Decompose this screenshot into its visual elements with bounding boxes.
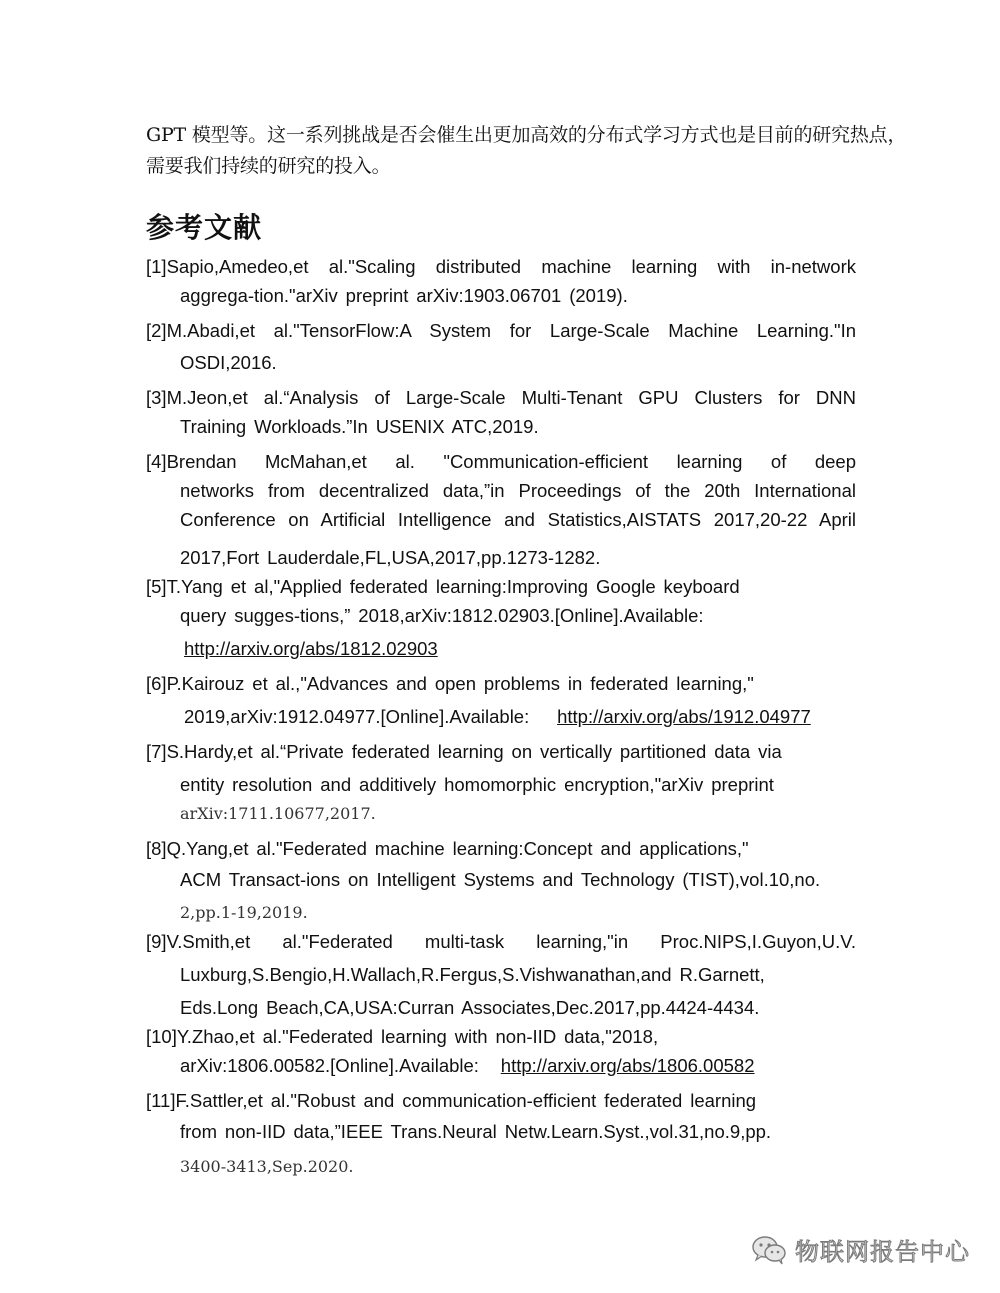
reference-list — [146, 252, 856, 1181]
reference-line: [5]T.Yang et al,"Applied federated learning:Improving Google keyboard — [146, 576, 740, 597]
reference-line: [10]Y.Zhao,et al."Federated learning with non-IID data,"2018, — [146, 1026, 659, 1047]
reference-line: [9]V.Smith,et al."Federated multi-task learning,"in Proc.NIPS,I.Guyon,U.V. — [146, 931, 856, 952]
reference-item-9 — [146, 927, 856, 1022]
reference-item-4 — [146, 447, 856, 572]
reference-link[interactable]: http://arxiv.org/abs/1806.00582 — [500, 1055, 755, 1076]
reference-item-1 — [146, 252, 856, 310]
reference-line: query sugges-tions,” 2018,arXiv:1812.02903.[Online].Available: — [180, 605, 704, 626]
reference-line: [8]Q.Yang,et al."Federated machine learning:Concept and applications," — [146, 838, 749, 859]
section-title: 参考文献 — [146, 211, 263, 244]
reference-item-2 — [146, 316, 856, 377]
reference-line: 2,pp.1-19,2019. — [180, 903, 308, 922]
intro-paragraph — [146, 120, 907, 182]
intro-line-2: 需要我们持续的研究的投入。 — [146, 155, 391, 177]
reference-text: 2019,arXiv:1912.04977.[Online].Available: — [184, 706, 530, 727]
reference-line: [3]M.Jeon,et al.“Analysis of Large-Scale Multi-Tenant GPU Clusters for DNN — [146, 387, 856, 408]
reference-line: [1]Sapio,Amedeo,et al."Scaling distributed machine learning with in-network — [146, 256, 856, 277]
reference-line: arXiv:1711.10677,2017. — [180, 804, 376, 823]
reference-line: [11]F.Sattler,et al."Robust and communication-efficient federated learning — [146, 1090, 757, 1111]
reference-line: ACM Transact-ions on Intelligent Systems and Technology (TIST),vol.10,no. — [180, 869, 821, 890]
reference-line: Training Workloads.”In USENIX ATC,2019. — [180, 416, 539, 437]
reference-link[interactable]: http://arxiv.org/abs/1912.04977 — [557, 706, 811, 727]
reference-item-11 — [146, 1086, 856, 1181]
reference-line: [2]M.Abadi,et al."TensorFlow:A System for Large-Scale Machine Learning."In — [146, 320, 856, 341]
intro-line-1: GPT 模型等。这一系列挑战是否会催生出更加高效的分布式学习方式也是目前的研究热点， — [146, 124, 907, 146]
reference-line: [4]Brendan McMahan,et al. "Communication-efficient learning of deep — [146, 451, 856, 472]
reference-item-3 — [146, 383, 856, 441]
reference-link-row — [146, 634, 856, 663]
reference-line: OSDI,2016. — [180, 352, 277, 373]
watermark — [751, 1232, 970, 1267]
reference-line: from non-IID data,”IEEE Trans.Neural Netw.Learn.Syst.,vol.31,no.9,pp. — [180, 1121, 772, 1142]
reference-item-7 — [146, 737, 856, 828]
reference-line-with-link — [146, 1051, 856, 1080]
reference-line: networks from decentralized data,”in Proceedings of the 20th International — [180, 480, 856, 501]
reference-line: aggrega-tion."arXiv preprint arXiv:1903.06701 (2019). — [180, 285, 628, 306]
reference-link[interactable]: http://arxiv.org/abs/1812.02903 — [184, 638, 438, 659]
reference-line: Luxburg,S.Bengio,H.Wallach,R.Fergus,S.Vishwanathan,and R.Garnett, — [180, 964, 765, 985]
reference-line-with-link — [146, 702, 856, 731]
reference-item-6 — [146, 669, 856, 731]
reference-line: 3400-3413,Sep.2020. — [180, 1157, 354, 1176]
reference-item-10 — [146, 1022, 856, 1080]
reference-item-8 — [146, 834, 856, 927]
reference-line: [7]S.Hardy,et al.“Private federated learning on vertically partitioned data via — [146, 741, 782, 762]
reference-item-5 — [146, 572, 856, 663]
reference-line: entity resolution and additively homomorphic encryption,"arXiv preprint — [180, 774, 774, 795]
reference-line: [6]P.Kairouz et al.,"Advances and open problems in federated learning," — [146, 673, 754, 694]
wechat-icon — [751, 1235, 787, 1265]
reference-line: Eds.Long Beach,CA,USA:Curran Associates,Dec.2017,pp.4424-4434. — [180, 997, 760, 1018]
reference-line: 2017,Fort Lauderdale,FL,USA,2017,pp.1273-1282. — [180, 547, 601, 568]
reference-line: Conference on Artificial Intelligence and Statistics,AISTATS 2017,20-22 April — [180, 509, 856, 530]
reference-text: arXiv:1806.00582.[Online].Available: — [180, 1055, 479, 1076]
watermark-text: 物联网报告中心 — [795, 1238, 970, 1266]
